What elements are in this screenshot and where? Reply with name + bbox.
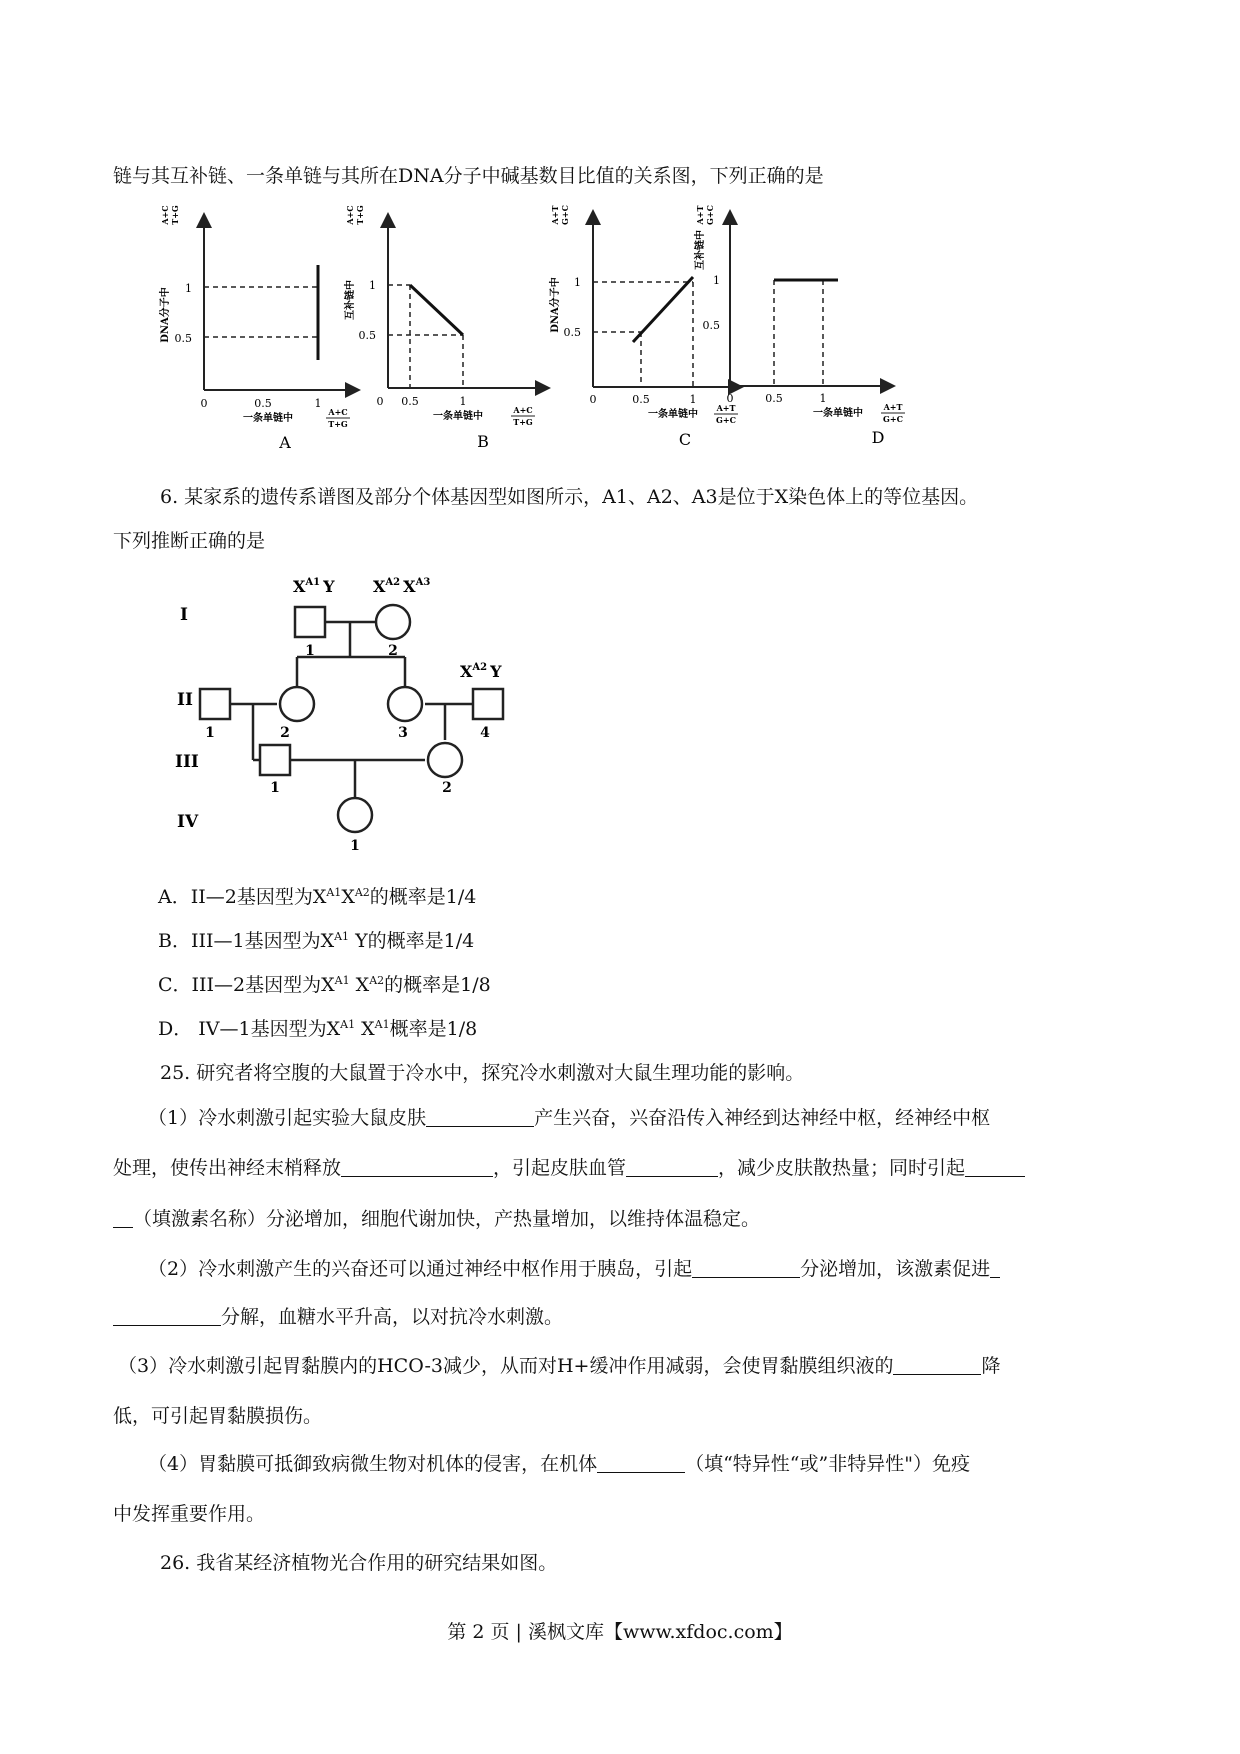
tick: 0.5 (632, 393, 650, 406)
tick: 1 (689, 393, 697, 406)
answer-blank[interactable] (426, 1106, 534, 1127)
q26-stem: 26. 我省某经济植物光合作用的研究结果如图。 (160, 1552, 558, 1574)
pedigree-chart (155, 570, 525, 860)
graph-label: C (678, 430, 692, 449)
q6-stem-line1: 6. 某家系的遗传系谱图及部分个体基因型如图所示，A1、A2、A3是位于X染色体上的等位基因。 (160, 486, 979, 508)
id-number: 1 (270, 780, 280, 796)
y-axis-label: 互补链中 (695, 230, 706, 270)
genotype-i1: $X^{A1}$ Y (293, 577, 335, 596)
graph-label: B (477, 432, 489, 451)
tick: 1 (185, 282, 192, 295)
male-ii1 (200, 689, 230, 719)
male-ii4 (473, 689, 503, 719)
id-number: 4 (480, 725, 490, 741)
tick: 1 (369, 279, 376, 292)
x-frac-den: T+G (513, 417, 533, 427)
id-number: 2 (442, 780, 452, 796)
id-number: 3 (398, 725, 408, 741)
genotype-ii4: $X^{A2}$ Y (460, 662, 502, 681)
tick: 0 (726, 392, 734, 405)
tick: 1 (819, 392, 827, 405)
x-axis-label: 一条单链中 (648, 409, 698, 420)
y-frac-den: G+C (560, 205, 570, 225)
generation-label: I (180, 605, 188, 625)
generation-label: IV (177, 812, 199, 832)
x-frac-num: A+T (716, 403, 736, 413)
tick: 0.5 (563, 326, 581, 339)
q25-part3-line1: （3）冷水刺激引起胃黏膜内的HCO-3减少，从而对H+缓冲作用减弱，会使胃黏膜组织液的 降 (118, 1355, 1001, 1377)
answer-blank[interactable] (893, 1354, 981, 1375)
x-axis-label: 一条单链中 (433, 411, 483, 422)
tick: 1 (314, 397, 322, 410)
q25-intro: 25. 研究者将空腹的大鼠置于冷水中，探究冷水刺激对大鼠生理功能的影响。 (160, 1062, 805, 1084)
id-number: 1 (205, 725, 215, 741)
id-number: 1 (305, 643, 315, 659)
tick: 1 (574, 276, 581, 289)
generation-label: II (177, 690, 193, 710)
answer-blank[interactable] (113, 1305, 221, 1326)
answer-blank[interactable] (113, 1207, 133, 1228)
q25-part1-line3: （填激素名称）分泌增加，细胞代谢加快，产热量增加，以维持体温稳定。 (113, 1205, 760, 1233)
q6-stem-line2: 下列推断正确的是 (113, 530, 266, 552)
tick: 0.5 (702, 319, 720, 332)
tick: 0.5 (174, 332, 192, 345)
male-i1 (295, 607, 325, 637)
q25-part2-line2: 分解，血糖水平升高，以对抗冷水刺激。 (113, 1303, 563, 1331)
x-frac-den: G+C (883, 414, 903, 424)
x-axis-label: 一条单链中 (813, 408, 863, 419)
answer-blank[interactable] (341, 1156, 493, 1177)
graph-label: D (871, 428, 885, 447)
tick: 0 (589, 393, 597, 406)
y-frac-num: A+C (160, 205, 170, 225)
graph-a (158, 205, 353, 452)
id-number: 2 (280, 725, 290, 741)
y-frac-den: T+G (355, 205, 365, 225)
x-frac-den: G+C (716, 415, 736, 425)
y-frac-den: G+C (705, 205, 715, 225)
q25-part4-line2: 中发挥重要作用。 (113, 1503, 266, 1525)
generation-label: III (175, 752, 199, 772)
y-frac-den: T+G (170, 205, 180, 225)
answer-blank[interactable] (692, 1257, 800, 1278)
q25-part1-line1: （1）冷水刺激引起实验大鼠皮肤 产生兴奋，兴奋沿传入神经到达神经中枢，经神经中枢 (148, 1107, 991, 1129)
x-frac-num: A+C (328, 407, 348, 417)
page-footer: 第 2 页 | 溪枫文库【www.xfdoc.com】 (447, 1621, 793, 1643)
y-frac-num: A+T (695, 205, 705, 225)
female-ii3 (388, 687, 422, 721)
x-frac-num: A+T (883, 402, 903, 412)
x-frac-num: A+C (513, 405, 533, 415)
tick: 1 (459, 395, 467, 408)
answer-blank[interactable] (990, 1257, 1000, 1278)
tick: 0 (376, 395, 384, 408)
q25-part4-line1: （4）胃黏膜可抵御致病微生物对机体的侵害，在机体 （填“特异性“或”非特异性"）免疫 (148, 1453, 970, 1475)
y-axis-label: 互补链中 (345, 280, 356, 320)
answer-blank[interactable] (965, 1156, 1025, 1177)
tick: 0.5 (401, 395, 419, 408)
female-i2 (376, 605, 410, 639)
graph-label: A (279, 433, 291, 452)
dna-ratio-graphs-figure (148, 205, 1003, 455)
y-frac-num: A+C (345, 205, 355, 225)
female-iii2 (428, 743, 462, 777)
option-b: B．III—1基因型为$X^{A1}$ Y的概率是1/4 (158, 930, 475, 952)
option-c: C．III—2基因型为$X^{A1}$ $X^{A2}$的概率是1/8 (158, 974, 491, 996)
tick: 0.5 (765, 392, 783, 405)
q25-part1-line2: 处理，使传出神经末梢释放 ，引起皮肤血管 ，减少皮肤散热量；同时引起 (113, 1154, 1025, 1182)
tick: 0.5 (358, 329, 376, 342)
female-iv1 (338, 798, 372, 832)
y-frac-num: A+T (550, 205, 560, 225)
x-frac-den: T+G (328, 419, 348, 429)
option-d: D． IV—1基因型为$X^{A1}$ $X^{A1}$概率是1/8 (158, 1018, 478, 1040)
tick: 0.5 (254, 397, 272, 410)
option-a: A．II—2基因型为$X^{A1}X^{A2}$的概率是1/4 (158, 886, 477, 908)
answer-blank[interactable] (626, 1156, 718, 1177)
tick: 0 (200, 397, 208, 410)
x-axis-label: 一条单链中 (243, 413, 293, 424)
id-number: 1 (350, 838, 360, 854)
id-number: 2 (388, 643, 398, 659)
y-axis-label: DNA分子中 (160, 287, 171, 343)
genotype-i2: $X^{A2}$ $X^{A3}$ (373, 577, 431, 596)
graph-b-line (410, 285, 463, 335)
q25-part2-line1: （2）冷水刺激产生的兴奋还可以通过神经中枢作用于胰岛，引起 分泌增加，该激素促进 (148, 1255, 1000, 1283)
y-axis-label: DNA分子中 (550, 277, 561, 333)
graph-c-line (633, 277, 693, 342)
graph-b (343, 205, 543, 451)
male-iii1 (260, 745, 290, 775)
answer-blank[interactable] (597, 1452, 685, 1473)
intro-line: 链与其互补链、一条单链与其所在DNA分子中碱基数目比值的关系图，下列正确的是 (113, 165, 824, 187)
tick: 1 (713, 274, 720, 287)
female-ii2 (280, 687, 314, 721)
q25-part3-line2: 低，可引起胃黏膜损伤。 (113, 1405, 323, 1427)
